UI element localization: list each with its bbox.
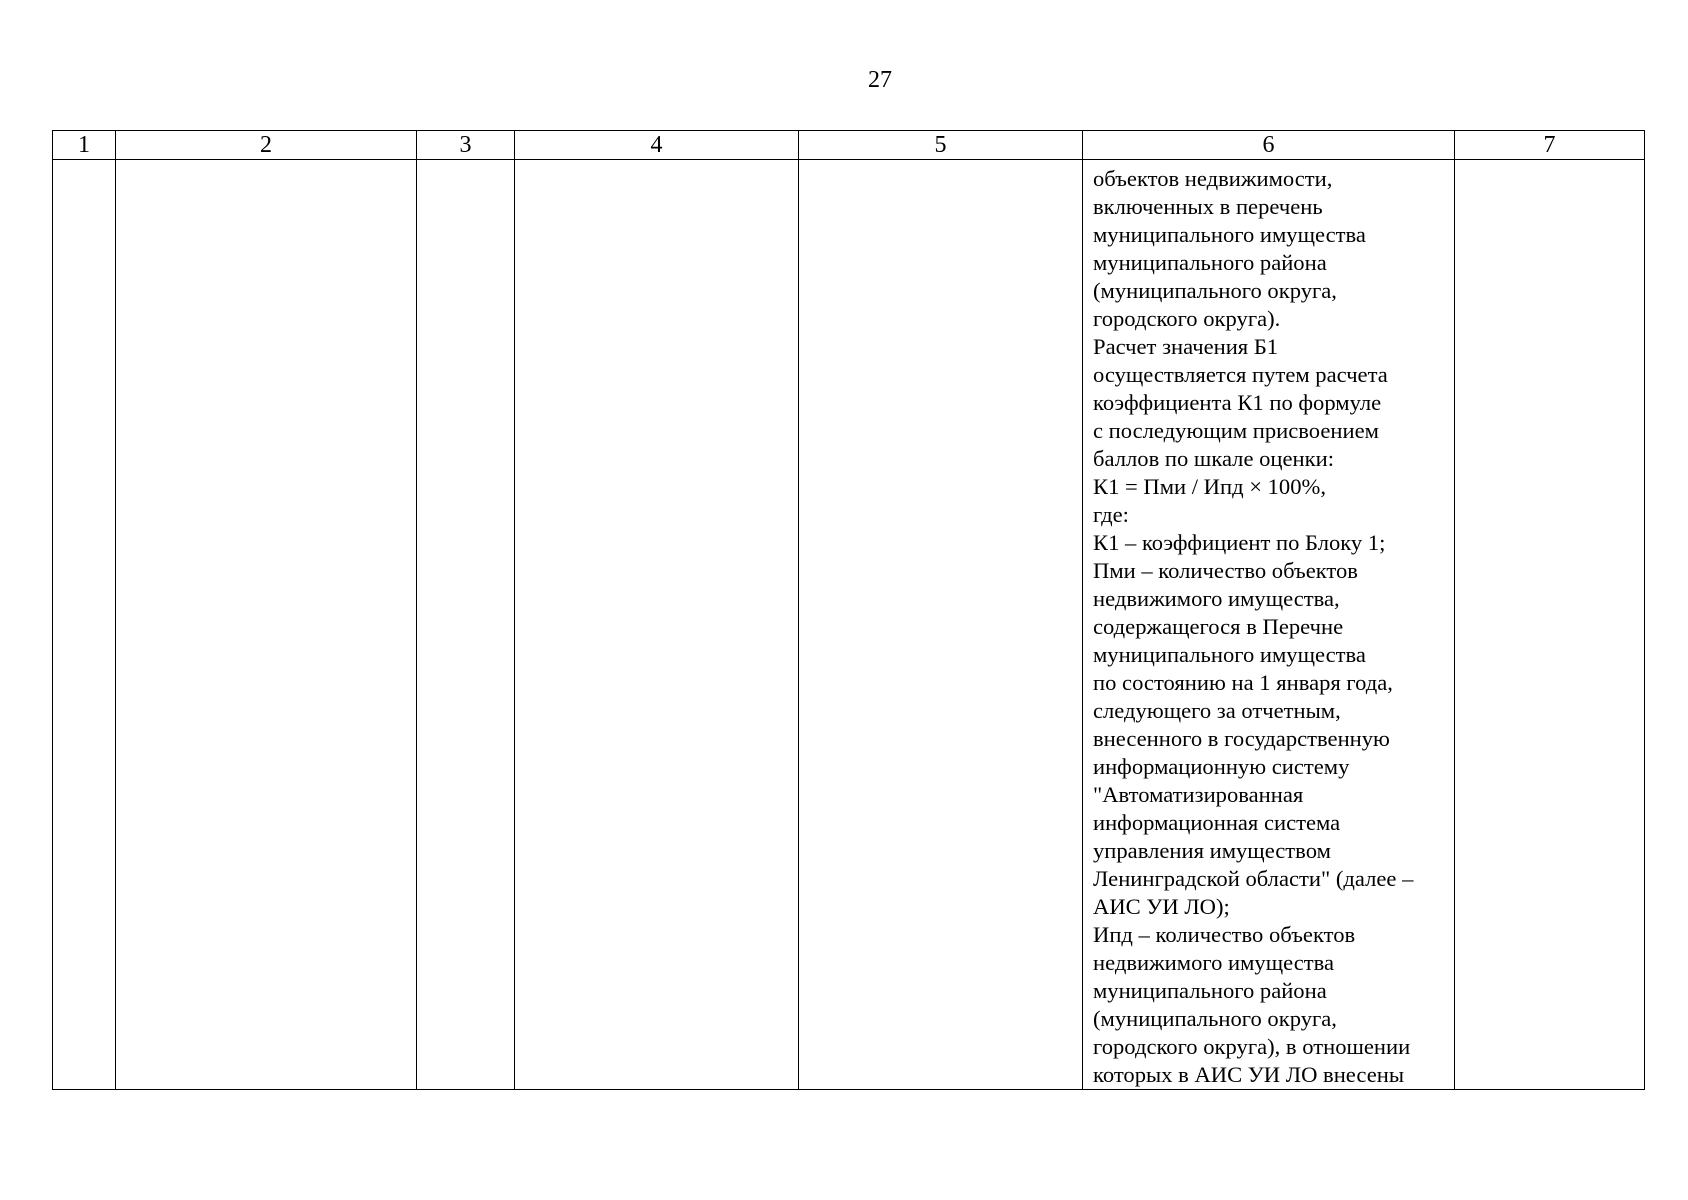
header-row [53, 131, 1645, 160]
column-header-3: 3 [417, 131, 515, 160]
column-header-4: 4 [515, 131, 799, 160]
cell-col-6 [1083, 160, 1455, 1090]
column-header-7: 7 [1455, 131, 1645, 160]
column-header-5: 5 [799, 131, 1083, 160]
table-row [53, 160, 1645, 1090]
cell-col-5 [799, 160, 1083, 1090]
cell-col-7 [1455, 160, 1645, 1090]
cell-col-1 [53, 160, 116, 1090]
document-table [52, 130, 1645, 1090]
page-number: 27 [868, 67, 892, 93]
cell-col-6-text: объектов недвижимости, включенных в перечень муниципального имущества муниципального района (муниципального округа, городского округа). Расчет значения Б1 осуществляется путем расчета коэффициента К1 по формуле с последующим присвоением баллов по шкале оценки: К1 = Пми / Ипд × 100%, где: К1 – коэффициент по Блоку 1; Пми – количество объектов недвижимого имущества, содержащегося в Перечне муниципального имущества по состоянию на 1 января года, следующего за отчетным, внесенного в государственную информационную систему "Автоматизированная информационная система управления имуществом Ленинградской области" (далее – АИС УИ ЛО); Ипд – количество объектов недвижимого имущества муниципального района (муниципального округа, городского округа), в отношении которых в АИС УИ ЛО внесены [1093, 166, 1414, 1087]
column-header-1: 1 [53, 131, 116, 160]
column-header-6: 6 [1083, 131, 1455, 160]
cell-col-4 [515, 160, 799, 1090]
cell-col-3 [417, 160, 515, 1090]
cell-col-2 [116, 160, 417, 1090]
column-header-2: 2 [116, 131, 417, 160]
